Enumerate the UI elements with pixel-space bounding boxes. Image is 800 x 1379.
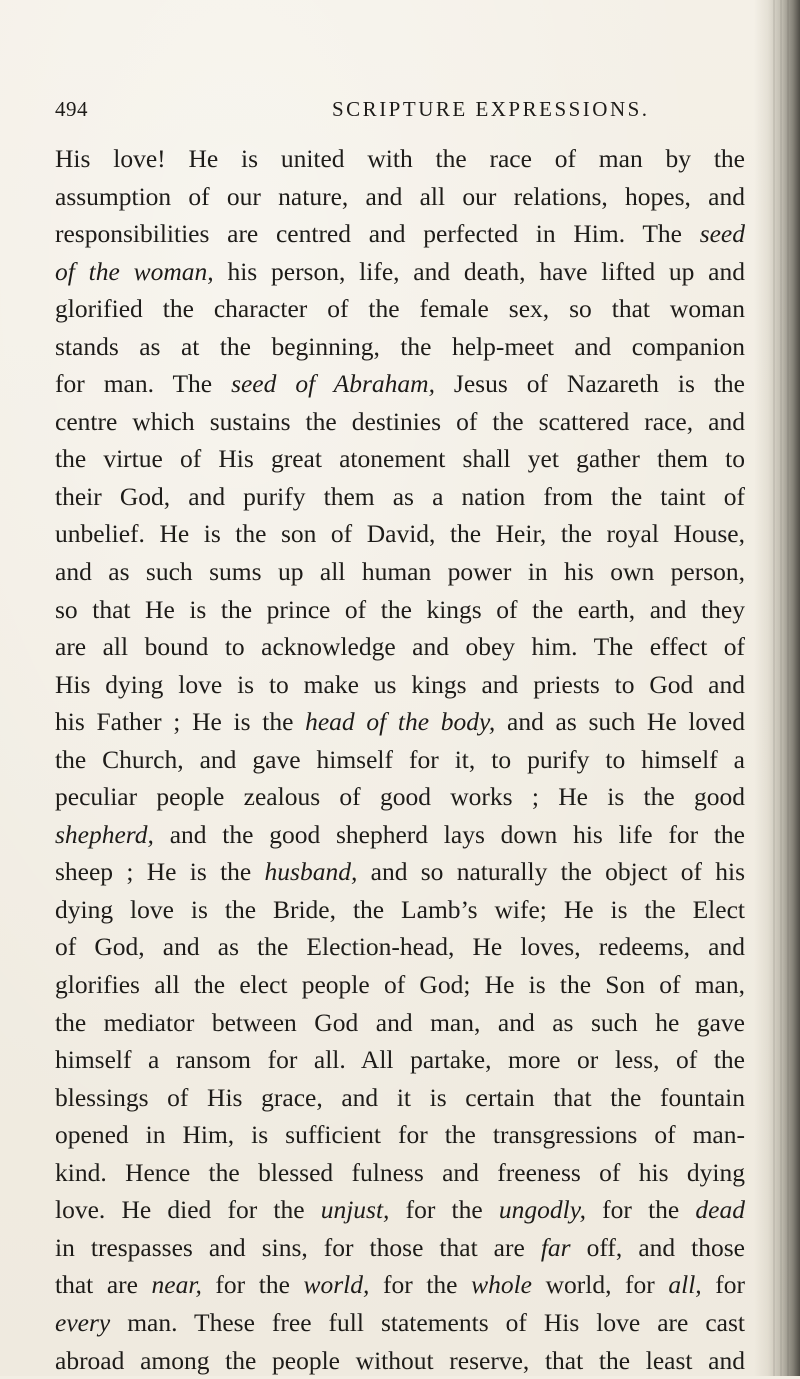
italic-segment: ungodly, — [499, 1195, 586, 1224]
text-segment: and so naturally the object of his — [357, 857, 745, 886]
text-segment: glorifies all the elect people of God; He is the Son of man, — [55, 970, 745, 999]
italic-segment: every — [55, 1308, 110, 1337]
text-line — [55, 1004, 745, 1042]
text-line — [55, 290, 745, 328]
italic-segment: seed — [700, 219, 745, 248]
italic-segment: dead — [695, 1195, 745, 1224]
text-segment: the virtue of His great atonement shall yet gather them to — [55, 444, 745, 473]
text-segment: unbelief. He is the son of David, the Heir, the royal House, — [55, 519, 745, 548]
italic-segment: head of the body, — [305, 707, 495, 736]
italic-segment: world, — [304, 1270, 370, 1299]
text-segment: abroad among the people without reserve, that the least and — [55, 1346, 745, 1375]
text-segment: His love! He is united with the race of man by the — [55, 144, 745, 173]
text-line — [55, 1191, 745, 1229]
text-segment: for man. The — [55, 369, 231, 398]
text-segment: for the — [202, 1270, 304, 1299]
running-head: SCRIPTURE EXPRESSIONS. — [332, 97, 650, 122]
text-segment: the Church, and gave himself for it, to purify to himself a — [55, 745, 745, 774]
text-segment: and the good shepherd lays down his life for the — [154, 820, 745, 849]
text-segment: so that He is the prince of the kings of the earth, and they — [55, 595, 745, 624]
italic-segment: seed of Abraham, — [231, 369, 435, 398]
italic-segment: far — [541, 1233, 571, 1262]
text-segment: in trespasses and sins, for those that are — [55, 1233, 541, 1262]
text-segment: off, and those — [571, 1233, 745, 1262]
italic-segment: whole — [471, 1270, 532, 1299]
text-line — [55, 628, 745, 666]
italic-segment: of the woman, — [55, 257, 214, 286]
text-segment: Jesus of Nazareth is the — [435, 369, 745, 398]
text-segment: blessings of His grace, and it is certain that the fountain — [55, 1083, 745, 1112]
text-line — [55, 741, 745, 779]
text-segment: and as such sums up all human power in his own person, — [55, 557, 745, 586]
text-segment: man. These free full statements of His love are cast — [110, 1308, 745, 1337]
text-line — [55, 478, 745, 516]
text-line — [55, 591, 745, 629]
text-line — [55, 778, 745, 816]
text-segment: stands as at the beginning, the help-meet and companion — [55, 332, 745, 361]
text-line — [55, 666, 745, 704]
text-segment: for the — [369, 1270, 471, 1299]
text-segment: his Father ; He is the — [55, 707, 305, 736]
text-segment: for the — [586, 1195, 695, 1224]
text-line — [55, 1342, 745, 1379]
italic-segment: near, — [152, 1270, 202, 1299]
text-line — [55, 816, 745, 854]
text-segment: His dying love is to make us kings and priests to God and — [55, 670, 745, 699]
text-line — [55, 1079, 745, 1117]
text-line — [55, 966, 745, 1004]
text-segment: for the — [389, 1195, 498, 1224]
text-line — [55, 1116, 745, 1154]
italic-segment: husband, — [265, 857, 358, 886]
text-segment: that are — [55, 1270, 152, 1299]
text-segment: opened in Him, is sufficient for the transgressions of man- — [55, 1120, 745, 1149]
text-segment: of God, and as the Election-head, He loves, redeems, and — [55, 932, 745, 961]
text-segment: love. He died for the — [55, 1195, 321, 1224]
text-segment: for — [702, 1270, 745, 1299]
text-line — [55, 365, 745, 403]
page-number: 494 — [55, 97, 88, 122]
text-line — [55, 515, 745, 553]
text-line — [55, 1266, 745, 1304]
text-segment: the mediator between God and man, and as such he gave — [55, 1008, 745, 1037]
text-line — [55, 403, 745, 441]
text-segment: are all bound to acknowledge and obey him. The effect of — [55, 632, 745, 661]
text-line — [55, 928, 745, 966]
text-segment: dying love is the Bride, the Lamb’s wife; He is the Elect — [55, 895, 745, 924]
text-line — [55, 328, 745, 366]
text-line — [55, 553, 745, 591]
body-text — [55, 140, 745, 1379]
text-segment: glorified the character of the female sex, so that woman — [55, 294, 745, 323]
text-line — [55, 1229, 745, 1267]
page-header — [55, 97, 745, 127]
italic-segment: unjust, — [321, 1195, 390, 1224]
text-line — [55, 1304, 745, 1342]
text-segment: assumption of our nature, and all our relations, hopes, and — [55, 182, 745, 211]
text-line — [55, 703, 745, 741]
text-segment: their God, and purify them as a nation from the taint of — [55, 482, 745, 511]
page-edge-texture — [768, 0, 794, 1376]
text-line — [55, 1041, 745, 1079]
text-segment: responsibilities are centred and perfected in Him. The — [55, 219, 700, 248]
text-line — [55, 140, 745, 178]
italic-segment: shepherd, — [55, 820, 154, 849]
text-segment: world, for — [532, 1270, 668, 1299]
text-segment: himself a ransom for all. All partake, more or less, of the — [55, 1045, 745, 1074]
text-line — [55, 178, 745, 216]
text-segment: centre which sustains the destinies of the scattered race, and — [55, 407, 745, 436]
text-segment: and as such He loved — [495, 707, 745, 736]
text-line — [55, 215, 745, 253]
text-line — [55, 891, 745, 929]
text-segment: sheep ; He is the — [55, 857, 265, 886]
text-segment: peculiar people zealous of good works ; He is the good — [55, 782, 745, 811]
text-line — [55, 853, 745, 891]
italic-segment: all, — [668, 1270, 701, 1299]
text-segment: kind. Hence the blessed fulness and freeness of his dying — [55, 1158, 745, 1187]
text-line — [55, 1154, 745, 1192]
text-line — [55, 440, 745, 478]
text-segment: his person, life, and death, have lifted up and — [214, 257, 745, 286]
text-line — [55, 253, 745, 291]
